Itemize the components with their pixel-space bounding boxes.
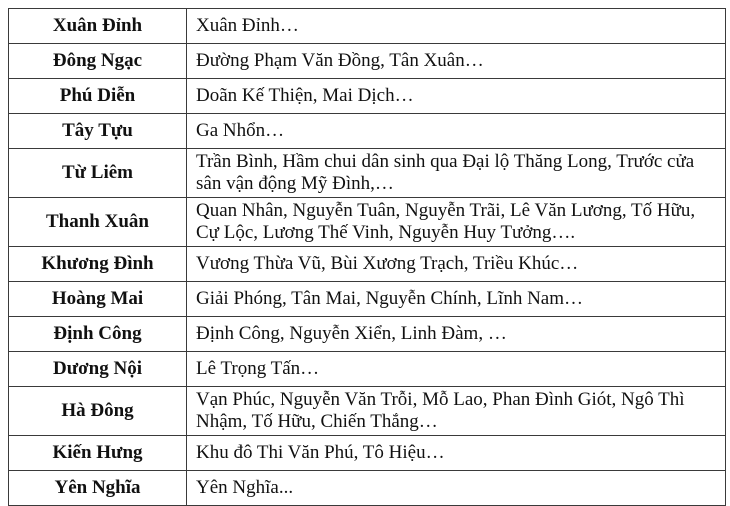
table-row — [9, 352, 726, 387]
streets-cell: Lê Trọng Tấn… — [187, 352, 726, 387]
district-cell: Tây Tựu — [9, 114, 187, 149]
district-cell: Dương Nội — [9, 352, 187, 387]
streets-cell: Đường Phạm Văn Đồng, Tân Xuân… — [187, 44, 726, 79]
streets-cell: Định Công, Nguyễn Xiển, Linh Đàm, … — [187, 317, 726, 352]
streets-cell: Vạn Phúc, Nguyễn Văn Trỗi, Mỗ Lao, Phan Đình Giót, Ngô Thì Nhậm, Tố Hữu, Chiến Thắng… — [187, 387, 726, 436]
district-cell: Yên Nghĩa — [9, 471, 187, 506]
table-row — [9, 436, 726, 471]
flood-locations-table-container — [8, 8, 725, 506]
district-cell: Từ Liêm — [9, 149, 187, 198]
table-row — [9, 114, 726, 149]
streets-cell: Trần Bình, Hầm chui dân sinh qua Đại lộ Thăng Long, Trước cửa sân vận động Mỹ Đình,… — [187, 149, 726, 198]
streets-cell: Xuân Đỉnh… — [187, 9, 726, 44]
table-row — [9, 282, 726, 317]
streets-cell: Giải Phóng, Tân Mai, Nguyễn Chính, Lĩnh Nam… — [187, 282, 726, 317]
table-row — [9, 247, 726, 282]
table-row — [9, 317, 726, 352]
district-cell: Đông Ngạc — [9, 44, 187, 79]
district-cell: Phú Diễn — [9, 79, 187, 114]
table-row — [9, 471, 726, 506]
district-cell: Thanh Xuân — [9, 198, 187, 247]
district-cell: Xuân Đỉnh — [9, 9, 187, 44]
table-row — [9, 149, 726, 198]
district-cell: Kiến Hưng — [9, 436, 187, 471]
streets-cell: Yên Nghĩa... — [187, 471, 726, 506]
table-row — [9, 44, 726, 79]
district-cell: Định Công — [9, 317, 187, 352]
streets-cell: Khu đô Thi Văn Phú, Tô Hiệu… — [187, 436, 726, 471]
table-row — [9, 387, 726, 436]
table-row — [9, 79, 726, 114]
streets-cell: Vương Thừa Vũ, Bùi Xương Trạch, Triều Khúc… — [187, 247, 726, 282]
table-row — [9, 198, 726, 247]
flood-locations-table — [8, 8, 726, 506]
district-cell: Khương Đình — [9, 247, 187, 282]
streets-cell: Ga Nhổn… — [187, 114, 726, 149]
district-cell: Hoàng Mai — [9, 282, 187, 317]
streets-cell: Doãn Kế Thiện, Mai Dịch… — [187, 79, 726, 114]
district-cell: Hà Đông — [9, 387, 187, 436]
streets-cell: Quan Nhân, Nguyễn Tuân, Nguyễn Trãi, Lê Văn Lương, Tố Hữu, Cự Lộc, Lương Thế Vinh, Nguyễn Huy Tưởng…. — [187, 198, 726, 247]
table-row — [9, 9, 726, 44]
